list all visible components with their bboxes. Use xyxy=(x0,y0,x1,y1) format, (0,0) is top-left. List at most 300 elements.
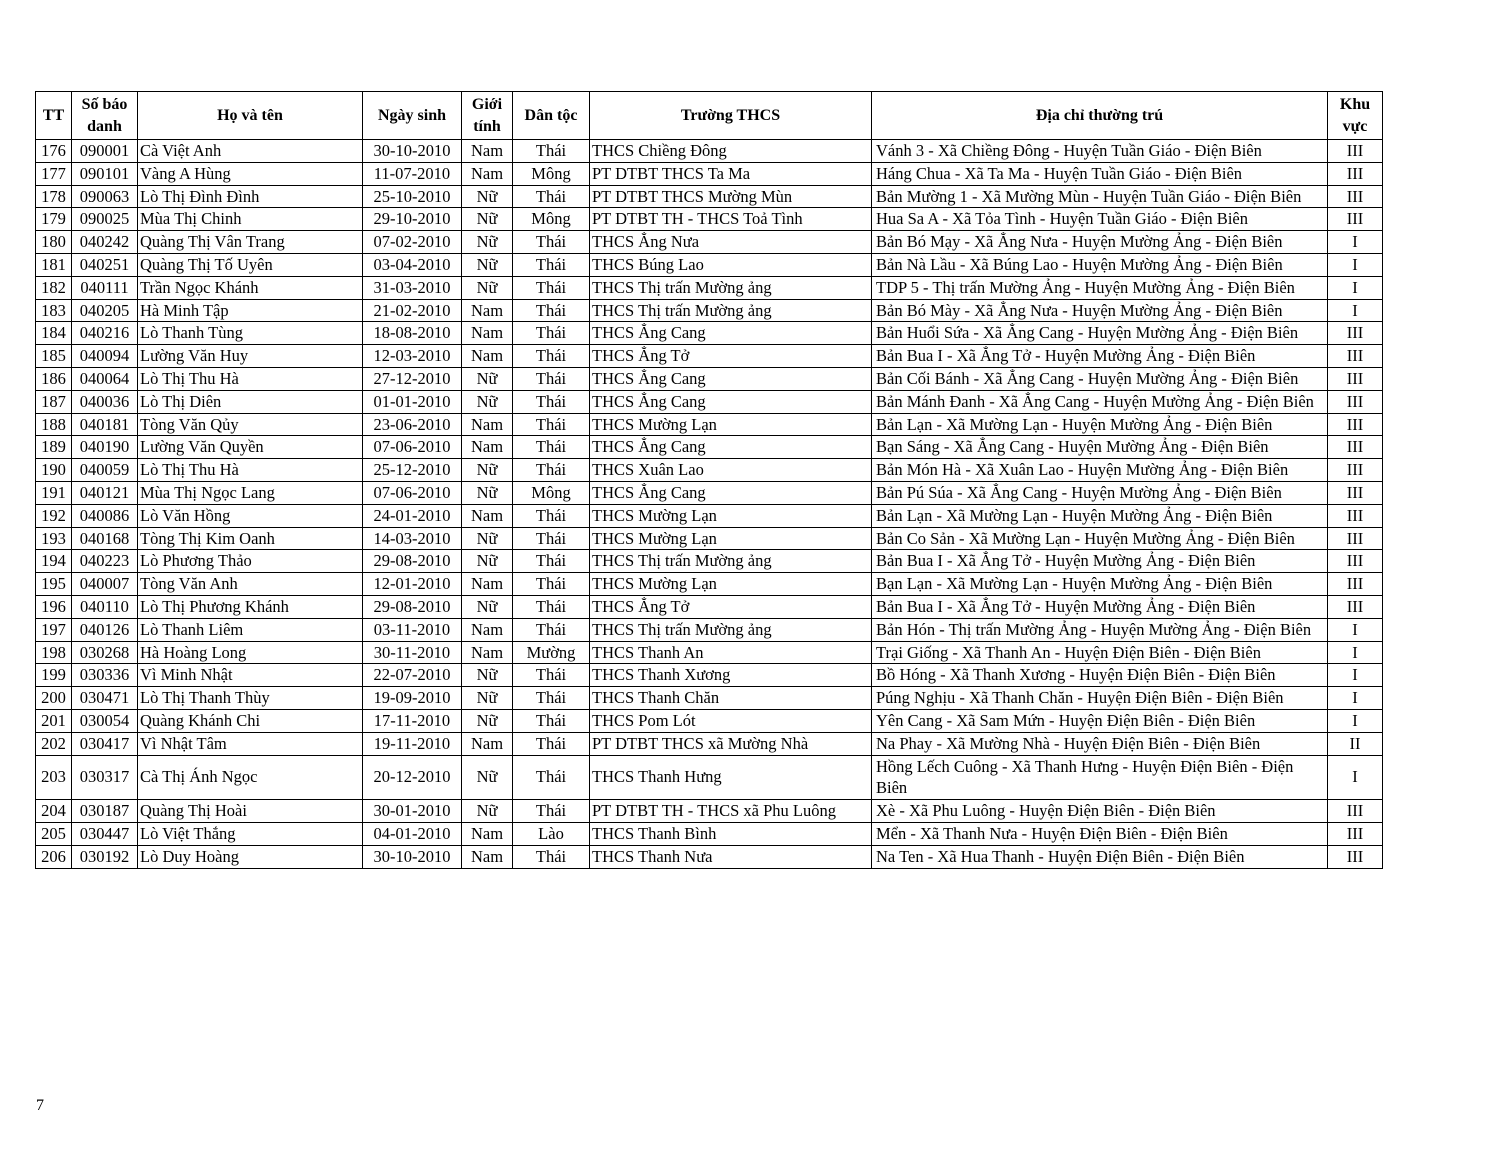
cell-gender: Nữ xyxy=(462,755,513,800)
cell-area: III xyxy=(1328,800,1383,823)
table-row xyxy=(36,390,1383,413)
cell-gender: Nữ xyxy=(462,687,513,710)
cell-area: III xyxy=(1328,140,1383,163)
cell-ethnic: Mông xyxy=(513,162,590,185)
table-row xyxy=(36,481,1383,504)
cell-tt: 189 xyxy=(36,436,72,459)
cell-ethnic: Thái xyxy=(513,800,590,823)
table-row xyxy=(36,732,1383,755)
cell-dob: 27-12-2010 xyxy=(363,367,462,390)
table-row xyxy=(36,527,1383,550)
cell-ethnic: Thái xyxy=(513,299,590,322)
cell-sbd: 090025 xyxy=(72,208,138,231)
cell-name: Vàng A Hùng xyxy=(138,162,363,185)
cell-area: III xyxy=(1328,208,1383,231)
cell-ethnic: Thái xyxy=(513,459,590,482)
table-row xyxy=(36,162,1383,185)
cell-ethnic: Thái xyxy=(513,755,590,800)
cell-address: Bản Món Hà - Xã Xuân Lao - Huyện Mường Ảng - Điện Biên xyxy=(872,459,1328,482)
cell-tt: 197 xyxy=(36,618,72,641)
cell-area: I xyxy=(1328,709,1383,732)
cell-dob: 23-06-2010 xyxy=(363,413,462,436)
cell-sbd: 040036 xyxy=(72,390,138,413)
cell-gender: Nam xyxy=(462,845,513,868)
cell-area: III xyxy=(1328,527,1383,550)
table-row xyxy=(36,345,1383,368)
cell-name: Hà Minh Tập xyxy=(138,299,363,322)
cell-school: THCS Chiềng Đông xyxy=(590,140,872,163)
cell-name: Quàng Thị Tố Uyên xyxy=(138,253,363,276)
cell-school: THCS Pom Lót xyxy=(590,709,872,732)
cell-dob: 12-01-2010 xyxy=(363,573,462,596)
table-row xyxy=(36,664,1383,687)
cell-area: III xyxy=(1328,550,1383,573)
cell-dob: 29-10-2010 xyxy=(363,208,462,231)
cell-name: Quàng Thị Vân Trang xyxy=(138,231,363,254)
cell-dob: 17-11-2010 xyxy=(363,709,462,732)
cell-school: THCS Ẳng Cang xyxy=(590,322,872,345)
table-row xyxy=(36,755,1383,800)
cell-sbd: 040086 xyxy=(72,504,138,527)
cell-dob: 30-10-2010 xyxy=(363,845,462,868)
cell-dob: 01-01-2010 xyxy=(363,390,462,413)
cell-tt: 204 xyxy=(36,800,72,823)
cell-name: Tòng Văn Qủy xyxy=(138,413,363,436)
cell-tt: 194 xyxy=(36,550,72,573)
cell-tt: 198 xyxy=(36,641,72,664)
cell-sbd: 030417 xyxy=(72,732,138,755)
cell-ethnic: Thái xyxy=(513,367,590,390)
cell-ethnic: Thái xyxy=(513,345,590,368)
cell-address: Bản Pú Súa - Xã Ẳng Cang - Huyện Mường Ảng - Điện Biên xyxy=(872,481,1328,504)
table-row xyxy=(36,822,1383,845)
cell-ethnic: Thái xyxy=(513,709,590,732)
table-row xyxy=(36,504,1383,527)
cell-ethnic: Thái xyxy=(513,390,590,413)
cell-ethnic: Thái xyxy=(513,664,590,687)
header-address: Địa chỉ thường trú xyxy=(872,92,1328,140)
cell-sbd: 030317 xyxy=(72,755,138,800)
cell-tt: 182 xyxy=(36,276,72,299)
cell-sbd: 090063 xyxy=(72,185,138,208)
cell-sbd: 040181 xyxy=(72,413,138,436)
cell-area: III xyxy=(1328,504,1383,527)
cell-ethnic: Thái xyxy=(513,140,590,163)
cell-ethnic: Thái xyxy=(513,845,590,868)
cell-ethnic: Thái xyxy=(513,322,590,345)
cell-address: Bản Bó Mạy - Xã Ẳng Nưa - Huyện Mường Ảng - Điện Biên xyxy=(872,231,1328,254)
cell-sbd: 030187 xyxy=(72,800,138,823)
cell-sbd: 090001 xyxy=(72,140,138,163)
cell-sbd: 040190 xyxy=(72,436,138,459)
cell-dob: 21-02-2010 xyxy=(363,299,462,322)
cell-dob: 07-02-2010 xyxy=(363,231,462,254)
cell-tt: 185 xyxy=(36,345,72,368)
cell-name: Tòng Văn Anh xyxy=(138,573,363,596)
cell-name: Hà Hoàng Long xyxy=(138,641,363,664)
cell-ethnic: Thái xyxy=(513,595,590,618)
cell-name: Lò Thanh Liêm xyxy=(138,618,363,641)
cell-area: III xyxy=(1328,481,1383,504)
cell-name: Lò Thị Thu Hà xyxy=(138,459,363,482)
cell-name: Lò Duy Hoàng xyxy=(138,845,363,868)
cell-address: Mển - Xã Thanh Nưa - Huyện Điện Biên - Điện Biên xyxy=(872,822,1328,845)
cell-ethnic: Thái xyxy=(513,276,590,299)
cell-address: Bạn Lạn - Xã Mường Lạn - Huyện Mường Ảng - Điện Biên xyxy=(872,573,1328,596)
cell-ethnic: Thái xyxy=(513,413,590,436)
cell-dob: 22-07-2010 xyxy=(363,664,462,687)
cell-ethnic: Thái xyxy=(513,732,590,755)
header-name: Họ và tên xyxy=(138,92,363,140)
cell-area: III xyxy=(1328,573,1383,596)
cell-school: THCS Thanh Hưng xyxy=(590,755,872,800)
cell-sbd: 040064 xyxy=(72,367,138,390)
cell-gender: Nam xyxy=(462,822,513,845)
cell-gender: Nữ xyxy=(462,664,513,687)
cell-sbd: 030336 xyxy=(72,664,138,687)
table-row xyxy=(36,322,1383,345)
table-row xyxy=(36,573,1383,596)
cell-address: Bản Mường 1 - Xã Mường Mùn - Huyện Tuần Giáo - Điện Biên xyxy=(872,185,1328,208)
cell-name: Cà Thị Ánh Ngọc xyxy=(138,755,363,800)
cell-tt: 199 xyxy=(36,664,72,687)
cell-ethnic: Thái xyxy=(513,573,590,596)
cell-address: Bồ Hóng - Xã Thanh Xương - Huyện Điện Biên - Điện Biên xyxy=(872,664,1328,687)
cell-sbd: 040251 xyxy=(72,253,138,276)
cell-tt: 177 xyxy=(36,162,72,185)
cell-gender: Nam xyxy=(462,641,513,664)
cell-dob: 03-04-2010 xyxy=(363,253,462,276)
cell-school: THCS Búng Lao xyxy=(590,253,872,276)
cell-address: Bản Bua I - Xã Ẳng Tở - Huyện Mường Ảng - Điện Biên xyxy=(872,345,1328,368)
cell-sbd: 040007 xyxy=(72,573,138,596)
cell-area: I xyxy=(1328,299,1383,322)
cell-gender: Nữ xyxy=(462,709,513,732)
cell-sbd: 030054 xyxy=(72,709,138,732)
cell-dob: 03-11-2010 xyxy=(363,618,462,641)
cell-tt: 183 xyxy=(36,299,72,322)
cell-school: THCS Mường Lạn xyxy=(590,527,872,550)
cell-sbd: 040242 xyxy=(72,231,138,254)
cell-address: Bản Mánh Đanh - Xã Ẳng Cang - Huyện Mường Ảng - Điện Biên xyxy=(872,390,1328,413)
table-row xyxy=(36,413,1383,436)
cell-name: Lò Thị Thu Hà xyxy=(138,367,363,390)
cell-dob: 07-06-2010 xyxy=(363,481,462,504)
cell-ethnic: Mông xyxy=(513,481,590,504)
cell-gender: Nam xyxy=(462,345,513,368)
student-list-table xyxy=(35,91,1383,869)
table-row xyxy=(36,185,1383,208)
cell-dob: 07-06-2010 xyxy=(363,436,462,459)
cell-name: Quàng Thị Hoài xyxy=(138,800,363,823)
cell-gender: Nam xyxy=(462,436,513,459)
cell-name: Cà Việt Anh xyxy=(138,140,363,163)
cell-ethnic: Thái xyxy=(513,253,590,276)
cell-school: THCS Ẳng Nưa xyxy=(590,231,872,254)
cell-gender: Nam xyxy=(462,732,513,755)
cell-name: Mùa Thị Chinh xyxy=(138,208,363,231)
cell-tt: 186 xyxy=(36,367,72,390)
cell-school: THCS Ẳng Tở xyxy=(590,345,872,368)
cell-ethnic: Thái xyxy=(513,687,590,710)
cell-sbd: 040094 xyxy=(72,345,138,368)
cell-dob: 24-01-2010 xyxy=(363,504,462,527)
cell-name: Lò Thanh Tùng xyxy=(138,322,363,345)
table-row xyxy=(36,641,1383,664)
cell-name: Quàng Khánh Chi xyxy=(138,709,363,732)
cell-ethnic: Lào xyxy=(513,822,590,845)
cell-address: Bản Huổi Sứa - Xã Ẳng Cang - Huyện Mường Ảng - Điện Biên xyxy=(872,322,1328,345)
cell-area: II xyxy=(1328,732,1383,755)
table-row xyxy=(36,436,1383,459)
cell-name: Trần Ngọc Khánh xyxy=(138,276,363,299)
cell-school: THCS Ẳng Tở xyxy=(590,595,872,618)
cell-ethnic: Thái xyxy=(513,436,590,459)
cell-ethnic: Thái xyxy=(513,231,590,254)
cell-tt: 179 xyxy=(36,208,72,231)
table-row xyxy=(36,253,1383,276)
cell-address: Bản Lạn - Xã Mường Lạn - Huyện Mường Ảng - Điện Biên xyxy=(872,504,1328,527)
cell-school: THCS Thị trấn Mường ảng xyxy=(590,299,872,322)
cell-sbd: 040111 xyxy=(72,276,138,299)
cell-name: Mùa Thị Ngọc Lang xyxy=(138,481,363,504)
table-row xyxy=(36,276,1383,299)
cell-name: Vì Minh Nhật xyxy=(138,664,363,687)
cell-gender: Nữ xyxy=(462,390,513,413)
cell-school: THCS Ẳng Cang xyxy=(590,390,872,413)
cell-dob: 04-01-2010 xyxy=(363,822,462,845)
cell-tt: 191 xyxy=(36,481,72,504)
cell-gender: Nam xyxy=(462,322,513,345)
cell-dob: 25-12-2010 xyxy=(363,459,462,482)
cell-tt: 178 xyxy=(36,185,72,208)
table-row xyxy=(36,367,1383,390)
cell-gender: Nữ xyxy=(462,276,513,299)
table-row xyxy=(36,800,1383,823)
cell-area: I xyxy=(1328,253,1383,276)
cell-address: Bản Cối Bánh - Xã Ẳng Cang - Huyện Mường Ảng - Điện Biên xyxy=(872,367,1328,390)
cell-address: Na Ten - Xã Hua Thanh - Huyện Điện Biên - Điện Biên xyxy=(872,845,1328,868)
cell-dob: 29-08-2010 xyxy=(363,550,462,573)
table-row xyxy=(36,550,1383,573)
cell-school: THCS Thanh Bình xyxy=(590,822,872,845)
cell-gender: Nữ xyxy=(462,367,513,390)
cell-tt: 206 xyxy=(36,845,72,868)
cell-dob: 18-08-2010 xyxy=(363,322,462,345)
cell-sbd: 040121 xyxy=(72,481,138,504)
cell-address: Bản Bua I - Xã Ẳng Tở - Huyện Mường Ảng - Điện Biên xyxy=(872,595,1328,618)
cell-tt: 192 xyxy=(36,504,72,527)
page-number: 7 xyxy=(36,1097,44,1114)
header-area: Khu vực xyxy=(1328,92,1383,140)
cell-ethnic: Thái xyxy=(513,504,590,527)
cell-dob: 30-10-2010 xyxy=(363,140,462,163)
cell-area: III xyxy=(1328,162,1383,185)
cell-tt: 188 xyxy=(36,413,72,436)
cell-ethnic: Thái xyxy=(513,618,590,641)
cell-gender: Nam xyxy=(462,413,513,436)
cell-address: Púng Nghịu - Xã Thanh Chăn - Huyện Điện Biên - Điện Biên xyxy=(872,687,1328,710)
cell-tt: 190 xyxy=(36,459,72,482)
header-dob: Ngày sinh xyxy=(363,92,462,140)
cell-dob: 14-03-2010 xyxy=(363,527,462,550)
table-row xyxy=(36,618,1383,641)
cell-area: III xyxy=(1328,322,1383,345)
cell-address: Bạn Sáng - Xã Ẳng Cang - Huyện Mường Ảng - Điện Biên xyxy=(872,436,1328,459)
cell-address: Bản Co Sản - Xã Mường Lạn - Huyện Mường Ảng - Điện Biên xyxy=(872,527,1328,550)
cell-dob: 30-11-2010 xyxy=(363,641,462,664)
cell-dob: 30-01-2010 xyxy=(363,800,462,823)
cell-tt: 205 xyxy=(36,822,72,845)
cell-area: III xyxy=(1328,390,1383,413)
cell-gender: Nam xyxy=(462,162,513,185)
cell-area: I xyxy=(1328,687,1383,710)
cell-sbd: 040126 xyxy=(72,618,138,641)
cell-dob: 25-10-2010 xyxy=(363,185,462,208)
cell-gender: Nam xyxy=(462,618,513,641)
cell-address: Háng Chua - Xã Ta Ma - Huyện Tuần Giáo - Điện Biên xyxy=(872,162,1328,185)
cell-tt: 203 xyxy=(36,755,72,800)
cell-name: Tòng Thị Kim Oanh xyxy=(138,527,363,550)
cell-school: THCS Thị trấn Mường ảng xyxy=(590,550,872,573)
cell-name: Lò Thị Đình Đình xyxy=(138,185,363,208)
cell-area: III xyxy=(1328,436,1383,459)
cell-area: I xyxy=(1328,618,1383,641)
header-ethnic: Dân tộc xyxy=(513,92,590,140)
cell-address: Bản Hón - Thị trấn Mường Ảng - Huyện Mường Ảng - Điện Biên xyxy=(872,618,1328,641)
cell-gender: Nam xyxy=(462,504,513,527)
cell-gender: Nữ xyxy=(462,481,513,504)
cell-area: III xyxy=(1328,413,1383,436)
cell-sbd: 040223 xyxy=(72,550,138,573)
cell-sbd: 030192 xyxy=(72,845,138,868)
cell-school: PT DTBT THCS xã Mường Nhà xyxy=(590,732,872,755)
cell-ethnic: Thái xyxy=(513,185,590,208)
cell-sbd: 090101 xyxy=(72,162,138,185)
cell-tt: 195 xyxy=(36,573,72,596)
cell-school: THCS Thanh Xương xyxy=(590,664,872,687)
cell-address: Hua Sa A - Xã Tỏa Tình - Huyện Tuần Giáo - Điện Biên xyxy=(872,208,1328,231)
cell-tt: 200 xyxy=(36,687,72,710)
cell-name: Lường Văn Huy xyxy=(138,345,363,368)
cell-name: Lò Thị Phương Khánh xyxy=(138,595,363,618)
table-row xyxy=(36,208,1383,231)
table-header xyxy=(36,92,1383,140)
cell-school: THCS Xuân Lao xyxy=(590,459,872,482)
cell-tt: 202 xyxy=(36,732,72,755)
cell-name: Lường Văn Quyền xyxy=(138,436,363,459)
cell-school: THCS Thị trấn Mường ảng xyxy=(590,276,872,299)
cell-ethnic: Mông xyxy=(513,208,590,231)
cell-address: Bản Lạn - Xã Mường Lạn - Huyện Mường Ảng - Điện Biên xyxy=(872,413,1328,436)
table-row xyxy=(36,595,1383,618)
cell-address: Xè - Xã Phu Luông - Huyện Điện Biên - Điện Biên xyxy=(872,800,1328,823)
cell-area: III xyxy=(1328,367,1383,390)
cell-address: TDP 5 - Thị trấn Mường Ảng - Huyện Mường Ảng - Điện Biên xyxy=(872,276,1328,299)
cell-name: Lò Thị Thanh Thùy xyxy=(138,687,363,710)
cell-school: THCS Thanh Nưa xyxy=(590,845,872,868)
cell-ethnic: Mường xyxy=(513,641,590,664)
cell-area: III xyxy=(1328,459,1383,482)
cell-dob: 19-09-2010 xyxy=(363,687,462,710)
table-row xyxy=(36,709,1383,732)
cell-ethnic: Thái xyxy=(513,550,590,573)
cell-address: Bản Bua I - Xã Ẳng Tở - Huyện Mường Ảng - Điện Biên xyxy=(872,550,1328,573)
table-row xyxy=(36,231,1383,254)
cell-ethnic: Thái xyxy=(513,527,590,550)
cell-area: III xyxy=(1328,595,1383,618)
table-row xyxy=(36,845,1383,868)
cell-area: III xyxy=(1328,345,1383,368)
cell-area: I xyxy=(1328,755,1383,800)
cell-gender: Nữ xyxy=(462,459,513,482)
table-row xyxy=(36,459,1383,482)
table-body xyxy=(36,140,1383,869)
cell-gender: Nữ xyxy=(462,253,513,276)
cell-school: THCS Thanh Chăn xyxy=(590,687,872,710)
cell-address: Na Phay - Xã Mường Nhà - Huyện Điện Biên - Điện Biên xyxy=(872,732,1328,755)
cell-school: THCS Thanh An xyxy=(590,641,872,664)
cell-tt: 193 xyxy=(36,527,72,550)
cell-gender: Nữ xyxy=(462,231,513,254)
cell-tt: 181 xyxy=(36,253,72,276)
cell-area: I xyxy=(1328,641,1383,664)
cell-tt: 176 xyxy=(36,140,72,163)
cell-tt: 187 xyxy=(36,390,72,413)
cell-gender: Nữ xyxy=(462,185,513,208)
cell-school: THCS Mường Lạn xyxy=(590,413,872,436)
cell-gender: Nữ xyxy=(462,595,513,618)
cell-school: THCS Ẳng Cang xyxy=(590,367,872,390)
cell-tt: 201 xyxy=(36,709,72,732)
cell-dob: 11-07-2010 xyxy=(363,162,462,185)
cell-school: PT DTBT THCS Ta Ma xyxy=(590,162,872,185)
table-row xyxy=(36,687,1383,710)
cell-area: I xyxy=(1328,231,1383,254)
cell-sbd: 040168 xyxy=(72,527,138,550)
cell-dob: 31-03-2010 xyxy=(363,276,462,299)
cell-area: I xyxy=(1328,664,1383,687)
cell-school: THCS Thị trấn Mường ảng xyxy=(590,618,872,641)
cell-tt: 180 xyxy=(36,231,72,254)
cell-gender: Nữ xyxy=(462,208,513,231)
cell-address: Bản Bó Mày - Xã Ẳng Nưa - Huyện Mường Ảng - Điện Biên xyxy=(872,299,1328,322)
cell-tt: 184 xyxy=(36,322,72,345)
cell-area: I xyxy=(1328,276,1383,299)
cell-address: Yên Cang - Xã Sam Mứn - Huyện Điện Biên - Điện Biên xyxy=(872,709,1328,732)
cell-area: III xyxy=(1328,185,1383,208)
cell-school: THCS Mường Lạn xyxy=(590,504,872,527)
cell-gender: Nữ xyxy=(462,527,513,550)
cell-gender: Nữ xyxy=(462,800,513,823)
header-tt: TT xyxy=(36,92,72,140)
cell-school: THCS Ẳng Cang xyxy=(590,481,872,504)
cell-tt: 196 xyxy=(36,595,72,618)
cell-sbd: 030471 xyxy=(72,687,138,710)
table-row xyxy=(36,299,1383,322)
cell-sbd: 040205 xyxy=(72,299,138,322)
cell-gender: Nữ xyxy=(462,550,513,573)
cell-name: Lò Phương Thảo xyxy=(138,550,363,573)
header-school: Trường THCS xyxy=(590,92,872,140)
cell-sbd: 040216 xyxy=(72,322,138,345)
cell-sbd: 030447 xyxy=(72,822,138,845)
cell-area: III xyxy=(1328,822,1383,845)
cell-dob: 12-03-2010 xyxy=(363,345,462,368)
cell-name: Lò Thị Diên xyxy=(138,390,363,413)
cell-school: THCS Ẳng Cang xyxy=(590,436,872,459)
cell-school: PT DTBT TH - THCS xã Phu Luông xyxy=(590,800,872,823)
